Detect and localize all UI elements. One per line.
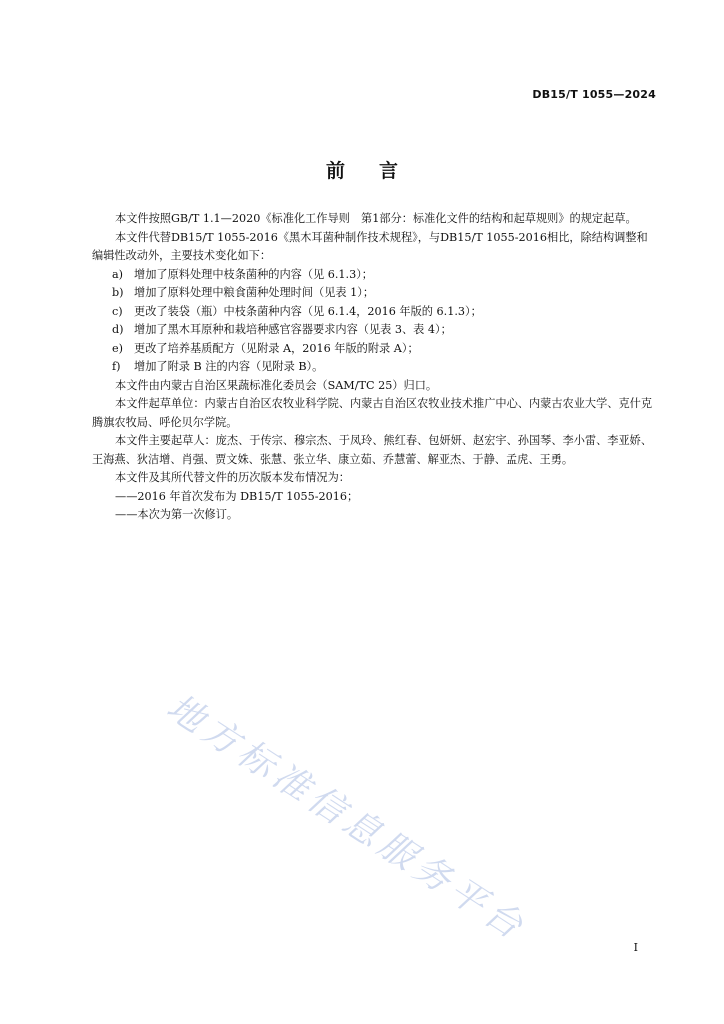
list-item-text: 更改了装袋（瓶）中枝条菌种内容（见 6.1.4，2016 年版的 6.1.3）；: [134, 304, 482, 318]
list-item-text: 增加了附录 B 注的内容（见附录 B）。: [134, 360, 324, 373]
list-item: [92, 358, 657, 377]
list-item-label: a): [112, 267, 124, 281]
list-item: [92, 340, 657, 359]
paragraph-drafting-units: 本文件起草单位：内蒙古自治区农牧业科学院、内蒙古自治区农牧业技术推广中心、内蒙古农业大学、克什克腾旗农牧局、呼伦贝尔学院。: [92, 397, 653, 429]
page-number: I: [633, 941, 638, 954]
list-item: [92, 303, 657, 322]
list-item-text: 增加了原料处理中枝条菌种的内容（见 6.1.3）；: [134, 267, 373, 281]
paragraph-history-intro: 本文件及其所代替文件的历次版本发布情况为：: [115, 471, 350, 484]
title-char-1: 前: [325, 160, 345, 182]
page-title: [0, 156, 724, 183]
list-item: [92, 266, 657, 285]
list-item-label: d): [112, 323, 124, 336]
watermark: 地方标准信息服务平台: [159, 686, 534, 950]
list-item-text: 增加了原料处理中粮食菌种处理时间（见表 1）；: [134, 286, 375, 299]
paragraph-drafting-basis: 本文件按照GB/T 1.1—2020《标准化工作导则 第1部分：标准化文件的结构和起草规则》的规定起草。: [115, 212, 637, 225]
list-item-label: e): [112, 341, 123, 355]
history-item: ——本次为第一次修订。: [115, 508, 239, 521]
list-item-text: 增加了黑木耳原种和栽培种感官容器要求内容（见表 3、表 4）；: [134, 323, 452, 336]
paragraph-drafters: 本文件主要起草人：庞杰、于传宗、穆宗杰、于凤玲、熊红春、包妍妍、赵宏宇、孙国琴、李小雷、李亚娇、王海燕、狄洁增、肖强、贾文姝、张慧、张立华、康立茹、乔慧蕾、解亚杰、于静、孟虎、王勇。: [92, 434, 653, 466]
foreword-body: [92, 210, 657, 525]
history-item: ——2016 年首次发布为 DB15/T 1055-2016；: [115, 489, 359, 503]
title-char-2: 言: [379, 160, 399, 182]
paragraph-replacement: 本文件代替DB15/T 1055-2016《黑木耳菌种制作技术规程》，与DB15/T 1055-2016相比，除结构调整和编辑性改动外，主要技术变化如下：: [92, 230, 648, 262]
list-item: [92, 284, 657, 303]
list-item-label: b): [112, 286, 124, 299]
document-code: DB15/T 1055—2024: [532, 88, 656, 101]
list-item-text: 更改了培养基质配方（见附录 A，2016 年版的附录 A）；: [134, 341, 419, 355]
paragraph-centralized-by: 本文件由内蒙古自治区果蔬标准化委员会（SAM/TC 25）归口。: [115, 378, 438, 392]
list-item-label: c): [112, 304, 123, 318]
list-item: [92, 321, 657, 340]
list-item-label: f): [112, 360, 121, 373]
